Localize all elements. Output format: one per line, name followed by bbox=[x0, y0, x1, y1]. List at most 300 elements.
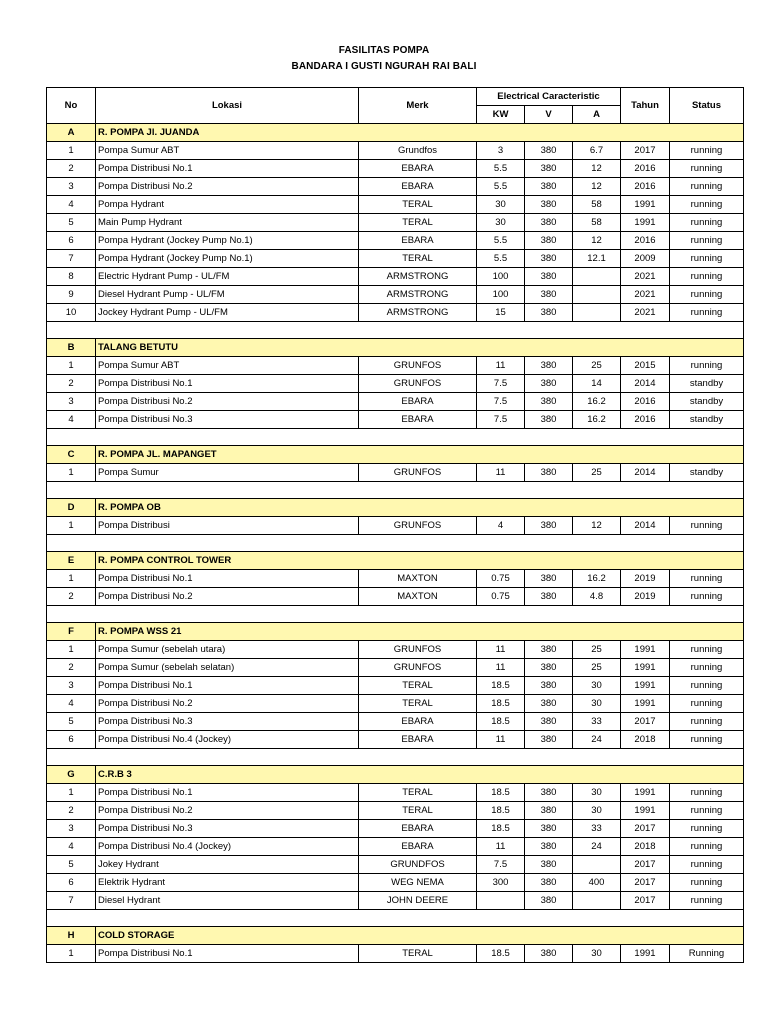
cell-kw: 7.5 bbox=[477, 375, 525, 393]
cell-v: 380 bbox=[525, 659, 573, 677]
cell-v: 380 bbox=[525, 570, 573, 588]
cell-status: running bbox=[670, 250, 744, 268]
cell-a: 12 bbox=[573, 517, 621, 535]
cell-v: 380 bbox=[525, 641, 573, 659]
group-header-row bbox=[47, 446, 744, 464]
group-name: TALANG BETUTU bbox=[96, 339, 744, 357]
cell-no: 2 bbox=[47, 588, 96, 606]
cell-kw bbox=[477, 892, 525, 910]
cell-merk: GRUNDFOS bbox=[359, 856, 477, 874]
document-title bbox=[0, 43, 768, 75]
cell-v: 380 bbox=[525, 411, 573, 429]
cell-lokasi: Pompa Distribusi No.2 bbox=[96, 178, 359, 196]
cell-merk: GRUNFOS bbox=[359, 659, 477, 677]
cell-tahun: 2018 bbox=[621, 731, 670, 749]
table-row bbox=[47, 178, 744, 196]
cell-no: 1 bbox=[47, 464, 96, 482]
cell-tahun: 1991 bbox=[621, 802, 670, 820]
cell-kw: 11 bbox=[477, 357, 525, 375]
cell-a bbox=[573, 286, 621, 304]
cell-tahun: 2019 bbox=[621, 570, 670, 588]
cell-no: 4 bbox=[47, 695, 96, 713]
cell-v: 380 bbox=[525, 838, 573, 856]
cell-lokasi: Pompa Distribusi No.2 bbox=[96, 695, 359, 713]
cell-a: 12 bbox=[573, 232, 621, 250]
group-name: R. POMPA Jl. JUANDA bbox=[96, 124, 744, 142]
cell-tahun: 2017 bbox=[621, 713, 670, 731]
cell-status: running bbox=[670, 160, 744, 178]
group-code: A bbox=[47, 124, 96, 142]
cell-a: 25 bbox=[573, 659, 621, 677]
cell-tahun: 2014 bbox=[621, 517, 670, 535]
cell-tahun: 2017 bbox=[621, 874, 670, 892]
table-row bbox=[47, 695, 744, 713]
cell-kw: 15 bbox=[477, 304, 525, 322]
cell-tahun: 1991 bbox=[621, 677, 670, 695]
cell-tahun: 2014 bbox=[621, 375, 670, 393]
cell-status: running bbox=[670, 731, 744, 749]
cell-v: 380 bbox=[525, 250, 573, 268]
group-code: F bbox=[47, 623, 96, 641]
cell-status: running bbox=[670, 142, 744, 160]
spacer-cell bbox=[47, 322, 744, 339]
group-name: R. POMPA JL. MAPANGET bbox=[96, 446, 744, 464]
cell-status: running bbox=[670, 641, 744, 659]
group-name: COLD STORAGE bbox=[96, 927, 744, 945]
cell-a: 12 bbox=[573, 178, 621, 196]
cell-lokasi: Jokey Hydrant bbox=[96, 856, 359, 874]
cell-lokasi: Pompa Sumur bbox=[96, 464, 359, 482]
cell-merk: GRUNFOS bbox=[359, 641, 477, 659]
cell-tahun: 2016 bbox=[621, 393, 670, 411]
cell-no: 5 bbox=[47, 856, 96, 874]
header-status: Status bbox=[670, 88, 744, 124]
cell-lokasi: Diesel Hydrant bbox=[96, 892, 359, 910]
spacer-cell bbox=[47, 482, 744, 499]
cell-merk: MAXTON bbox=[359, 570, 477, 588]
group-code: E bbox=[47, 552, 96, 570]
cell-lokasi: Pompa Distribusi No.1 bbox=[96, 784, 359, 802]
cell-no: 5 bbox=[47, 713, 96, 731]
cell-merk: TERAL bbox=[359, 802, 477, 820]
cell-status: running bbox=[670, 357, 744, 375]
cell-lokasi: Pompa Sumur (sebelah selatan) bbox=[96, 659, 359, 677]
cell-a bbox=[573, 892, 621, 910]
cell-a: 30 bbox=[573, 695, 621, 713]
cell-no: 6 bbox=[47, 874, 96, 892]
table-row bbox=[47, 838, 744, 856]
cell-merk: TERAL bbox=[359, 945, 477, 963]
cell-tahun: 2016 bbox=[621, 411, 670, 429]
group-header-row bbox=[47, 552, 744, 570]
cell-tahun: 2017 bbox=[621, 820, 670, 838]
cell-v: 380 bbox=[525, 214, 573, 232]
cell-kw: 11 bbox=[477, 659, 525, 677]
cell-status: running bbox=[670, 838, 744, 856]
cell-no: 4 bbox=[47, 411, 96, 429]
spacer-row bbox=[47, 429, 744, 446]
cell-no: 6 bbox=[47, 232, 96, 250]
spacer-cell bbox=[47, 429, 744, 446]
cell-lokasi: Pompa Sumur ABT bbox=[96, 357, 359, 375]
cell-tahun: 2016 bbox=[621, 232, 670, 250]
cell-no: 1 bbox=[47, 517, 96, 535]
table-row bbox=[47, 945, 744, 963]
group-code: C bbox=[47, 446, 96, 464]
cell-merk: GRUNFOS bbox=[359, 464, 477, 482]
cell-kw: 30 bbox=[477, 214, 525, 232]
cell-v: 380 bbox=[525, 784, 573, 802]
cell-status: running bbox=[670, 659, 744, 677]
cell-no: 5 bbox=[47, 214, 96, 232]
table-row bbox=[47, 517, 744, 535]
cell-tahun: 2016 bbox=[621, 160, 670, 178]
cell-no: 7 bbox=[47, 250, 96, 268]
cell-lokasi: Pompa Hydrant (Jockey Pump No.1) bbox=[96, 250, 359, 268]
header-a: A bbox=[573, 106, 621, 124]
cell-no: 1 bbox=[47, 142, 96, 160]
group-header-row bbox=[47, 623, 744, 641]
spacer-cell bbox=[47, 606, 744, 623]
cell-a: 16.2 bbox=[573, 393, 621, 411]
table-row bbox=[47, 411, 744, 429]
group-name: R. POMPA WSS 21 bbox=[96, 623, 744, 641]
cell-a: 6.7 bbox=[573, 142, 621, 160]
table-row bbox=[47, 250, 744, 268]
cell-merk: EBARA bbox=[359, 232, 477, 250]
cell-status: running bbox=[670, 802, 744, 820]
cell-status: running bbox=[670, 232, 744, 250]
cell-status: running bbox=[670, 214, 744, 232]
cell-merk: TERAL bbox=[359, 695, 477, 713]
table-row bbox=[47, 570, 744, 588]
cell-a bbox=[573, 268, 621, 286]
cell-kw: 0.75 bbox=[477, 570, 525, 588]
cell-no: 6 bbox=[47, 731, 96, 749]
group-header-row bbox=[47, 927, 744, 945]
group-header-row bbox=[47, 339, 744, 357]
cell-status: running bbox=[670, 713, 744, 731]
cell-status: running bbox=[670, 517, 744, 535]
group-header-row bbox=[47, 499, 744, 517]
cell-no: 3 bbox=[47, 820, 96, 838]
cell-kw: 11 bbox=[477, 641, 525, 659]
table-row bbox=[47, 874, 744, 892]
cell-lokasi: Diesel Hydrant Pump - UL/FM bbox=[96, 286, 359, 304]
cell-status: running bbox=[670, 784, 744, 802]
title-line-2: BANDARA I GUSTI NGURAH RAI BALI bbox=[291, 61, 477, 72]
cell-v: 380 bbox=[525, 268, 573, 286]
cell-lokasi: Pompa Distribusi No.1 bbox=[96, 375, 359, 393]
cell-v: 380 bbox=[525, 588, 573, 606]
cell-lokasi: Pompa Hydrant bbox=[96, 196, 359, 214]
cell-lokasi: Pompa Distribusi bbox=[96, 517, 359, 535]
cell-kw: 100 bbox=[477, 286, 525, 304]
cell-v: 380 bbox=[525, 196, 573, 214]
cell-lokasi: Pompa Distribusi No.3 bbox=[96, 820, 359, 838]
cell-merk: WEG NEMA bbox=[359, 874, 477, 892]
cell-kw: 300 bbox=[477, 874, 525, 892]
cell-merk: GRUNFOS bbox=[359, 357, 477, 375]
cell-kw: 5.5 bbox=[477, 232, 525, 250]
cell-merk: EBARA bbox=[359, 411, 477, 429]
cell-merk: Grundfos bbox=[359, 142, 477, 160]
table-row bbox=[47, 357, 744, 375]
cell-no: 3 bbox=[47, 677, 96, 695]
cell-status: running bbox=[670, 892, 744, 910]
cell-merk: ARMSTRONG bbox=[359, 286, 477, 304]
cell-merk: EBARA bbox=[359, 820, 477, 838]
table-row bbox=[47, 659, 744, 677]
cell-status: running bbox=[670, 588, 744, 606]
cell-v: 380 bbox=[525, 304, 573, 322]
cell-status: running bbox=[670, 856, 744, 874]
cell-lokasi: Pompa Sumur ABT bbox=[96, 142, 359, 160]
cell-kw: 11 bbox=[477, 731, 525, 749]
cell-lokasi: Pompa Hydrant (Jockey Pump No.1) bbox=[96, 232, 359, 250]
cell-tahun: 2018 bbox=[621, 838, 670, 856]
cell-merk: MAXTON bbox=[359, 588, 477, 606]
cell-lokasi: Pompa Distribusi No.3 bbox=[96, 713, 359, 731]
cell-tahun: 1991 bbox=[621, 945, 670, 963]
cell-v: 380 bbox=[525, 357, 573, 375]
cell-lokasi: Pompa Distribusi No.1 bbox=[96, 677, 359, 695]
spacer-row bbox=[47, 322, 744, 339]
cell-a: 16.2 bbox=[573, 570, 621, 588]
cell-merk: JOHN DEERE bbox=[359, 892, 477, 910]
group-header-row bbox=[47, 124, 744, 142]
cell-a: 33 bbox=[573, 713, 621, 731]
table-row bbox=[47, 892, 744, 910]
cell-v: 380 bbox=[525, 856, 573, 874]
cell-v: 380 bbox=[525, 945, 573, 963]
cell-status: standby bbox=[670, 411, 744, 429]
cell-kw: 11 bbox=[477, 838, 525, 856]
table-row bbox=[47, 393, 744, 411]
cell-v: 380 bbox=[525, 160, 573, 178]
cell-merk: ARMSTRONG bbox=[359, 268, 477, 286]
cell-lokasi: Jockey Hydrant Pump - UL/FM bbox=[96, 304, 359, 322]
cell-status: running bbox=[670, 677, 744, 695]
cell-a: 58 bbox=[573, 196, 621, 214]
cell-merk: EBARA bbox=[359, 731, 477, 749]
header-lokasi: Lokasi bbox=[96, 88, 359, 124]
spacer-row bbox=[47, 749, 744, 766]
cell-merk: TERAL bbox=[359, 677, 477, 695]
cell-kw: 5.5 bbox=[477, 250, 525, 268]
cell-a: 400 bbox=[573, 874, 621, 892]
cell-no: 1 bbox=[47, 784, 96, 802]
cell-a: 30 bbox=[573, 677, 621, 695]
cell-kw: 18.5 bbox=[477, 677, 525, 695]
cell-kw: 0.75 bbox=[477, 588, 525, 606]
cell-v: 380 bbox=[525, 677, 573, 695]
header-v: V bbox=[525, 106, 573, 124]
cell-no: 1 bbox=[47, 357, 96, 375]
cell-kw: 5.5 bbox=[477, 178, 525, 196]
cell-status: running bbox=[670, 695, 744, 713]
cell-v: 380 bbox=[525, 464, 573, 482]
group-code: H bbox=[47, 927, 96, 945]
cell-lokasi: Pompa Distribusi No.4 (Jockey) bbox=[96, 838, 359, 856]
cell-merk: ARMSTRONG bbox=[359, 304, 477, 322]
cell-tahun: 2021 bbox=[621, 304, 670, 322]
cell-no: 1 bbox=[47, 570, 96, 588]
title-line-1: FASILITAS POMPA bbox=[338, 45, 430, 56]
cell-lokasi: Pompa Distribusi No.4 (Jockey) bbox=[96, 731, 359, 749]
cell-kw: 7.5 bbox=[477, 393, 525, 411]
cell-no: 2 bbox=[47, 375, 96, 393]
cell-status: running bbox=[670, 196, 744, 214]
cell-lokasi: Electric Hydrant Pump - UL/FM bbox=[96, 268, 359, 286]
table-row bbox=[47, 142, 744, 160]
cell-a: 30 bbox=[573, 802, 621, 820]
header-merk: Merk bbox=[359, 88, 477, 124]
cell-v: 380 bbox=[525, 820, 573, 838]
cell-a bbox=[573, 304, 621, 322]
cell-status: running bbox=[670, 874, 744, 892]
cell-a: 12 bbox=[573, 160, 621, 178]
cell-tahun: 2014 bbox=[621, 464, 670, 482]
cell-v: 380 bbox=[525, 286, 573, 304]
table-row bbox=[47, 232, 744, 250]
cell-tahun: 2015 bbox=[621, 357, 670, 375]
cell-no: 2 bbox=[47, 802, 96, 820]
spacer-cell bbox=[47, 749, 744, 766]
cell-tahun: 1991 bbox=[621, 641, 670, 659]
table-row bbox=[47, 214, 744, 232]
cell-no: 3 bbox=[47, 393, 96, 411]
cell-kw: 18.5 bbox=[477, 695, 525, 713]
spacer-row bbox=[47, 482, 744, 499]
table-row bbox=[47, 677, 744, 695]
cell-tahun: 1991 bbox=[621, 784, 670, 802]
cell-status: standby bbox=[670, 464, 744, 482]
cell-lokasi: Pompa Distribusi No.3 bbox=[96, 411, 359, 429]
cell-kw: 4 bbox=[477, 517, 525, 535]
cell-v: 380 bbox=[525, 802, 573, 820]
cell-kw: 18.5 bbox=[477, 945, 525, 963]
table-row bbox=[47, 268, 744, 286]
group-name: C.R.B 3 bbox=[96, 766, 744, 784]
table-row bbox=[47, 784, 744, 802]
table-row bbox=[47, 802, 744, 820]
cell-a: 4.8 bbox=[573, 588, 621, 606]
cell-status: standby bbox=[670, 393, 744, 411]
cell-merk: TERAL bbox=[359, 784, 477, 802]
cell-v: 380 bbox=[525, 874, 573, 892]
header-no: No bbox=[47, 88, 96, 124]
cell-merk: TERAL bbox=[359, 214, 477, 232]
spacer-row bbox=[47, 535, 744, 552]
cell-merk: GRUNFOS bbox=[359, 375, 477, 393]
cell-merk: TERAL bbox=[359, 196, 477, 214]
cell-kw: 3 bbox=[477, 142, 525, 160]
table-row bbox=[47, 375, 744, 393]
cell-v: 380 bbox=[525, 892, 573, 910]
cell-lokasi: Pompa Distribusi No.1 bbox=[96, 945, 359, 963]
cell-no: 4 bbox=[47, 196, 96, 214]
cell-v: 380 bbox=[525, 517, 573, 535]
cell-a: 25 bbox=[573, 641, 621, 659]
cell-tahun: 2016 bbox=[621, 178, 670, 196]
cell-no: 1 bbox=[47, 641, 96, 659]
cell-v: 380 bbox=[525, 393, 573, 411]
cell-kw: 30 bbox=[477, 196, 525, 214]
cell-a bbox=[573, 856, 621, 874]
cell-tahun: 1991 bbox=[621, 659, 670, 677]
cell-no: 10 bbox=[47, 304, 96, 322]
cell-v: 380 bbox=[525, 375, 573, 393]
cell-status: running bbox=[670, 286, 744, 304]
group-header-row bbox=[47, 766, 744, 784]
cell-merk: EBARA bbox=[359, 393, 477, 411]
pump-facility-table bbox=[46, 87, 744, 963]
cell-status: running bbox=[670, 304, 744, 322]
cell-a: 16.2 bbox=[573, 411, 621, 429]
cell-tahun: 1991 bbox=[621, 695, 670, 713]
group-code: G bbox=[47, 766, 96, 784]
cell-a: 25 bbox=[573, 464, 621, 482]
cell-no: 3 bbox=[47, 178, 96, 196]
table-row bbox=[47, 304, 744, 322]
cell-kw: 5.5 bbox=[477, 160, 525, 178]
cell-lokasi: Pompa Distribusi No.2 bbox=[96, 802, 359, 820]
cell-v: 380 bbox=[525, 713, 573, 731]
cell-kw: 18.5 bbox=[477, 820, 525, 838]
cell-v: 380 bbox=[525, 731, 573, 749]
spacer-cell bbox=[47, 535, 744, 552]
cell-kw: 11 bbox=[477, 464, 525, 482]
cell-a: 30 bbox=[573, 945, 621, 963]
cell-kw: 100 bbox=[477, 268, 525, 286]
spacer-row bbox=[47, 606, 744, 623]
cell-tahun: 2017 bbox=[621, 892, 670, 910]
cell-no: 2 bbox=[47, 659, 96, 677]
cell-kw: 18.5 bbox=[477, 802, 525, 820]
cell-a: 24 bbox=[573, 838, 621, 856]
table-row bbox=[47, 713, 744, 731]
cell-v: 380 bbox=[525, 178, 573, 196]
table-row bbox=[47, 196, 744, 214]
table-row bbox=[47, 731, 744, 749]
cell-status: running bbox=[670, 820, 744, 838]
cell-v: 380 bbox=[525, 232, 573, 250]
cell-lokasi: Pompa Sumur (sebelah utara) bbox=[96, 641, 359, 659]
group-code: D bbox=[47, 499, 96, 517]
cell-tahun: 1991 bbox=[621, 214, 670, 232]
cell-merk: TERAL bbox=[359, 250, 477, 268]
cell-tahun: 2009 bbox=[621, 250, 670, 268]
cell-no: 4 bbox=[47, 838, 96, 856]
cell-merk: EBARA bbox=[359, 838, 477, 856]
cell-no: 7 bbox=[47, 892, 96, 910]
cell-tahun: 1991 bbox=[621, 196, 670, 214]
cell-a: 14 bbox=[573, 375, 621, 393]
cell-no: 1 bbox=[47, 945, 96, 963]
cell-kw: 18.5 bbox=[477, 784, 525, 802]
cell-a: 25 bbox=[573, 357, 621, 375]
cell-status: running bbox=[670, 570, 744, 588]
table-row bbox=[47, 286, 744, 304]
spacer-row bbox=[47, 910, 744, 927]
cell-kw: 18.5 bbox=[477, 713, 525, 731]
cell-tahun: 2021 bbox=[621, 268, 670, 286]
table-row bbox=[47, 464, 744, 482]
cell-status: running bbox=[670, 268, 744, 286]
cell-kw: 7.5 bbox=[477, 411, 525, 429]
header-electrical: Electrical Caracteristic bbox=[477, 88, 621, 106]
